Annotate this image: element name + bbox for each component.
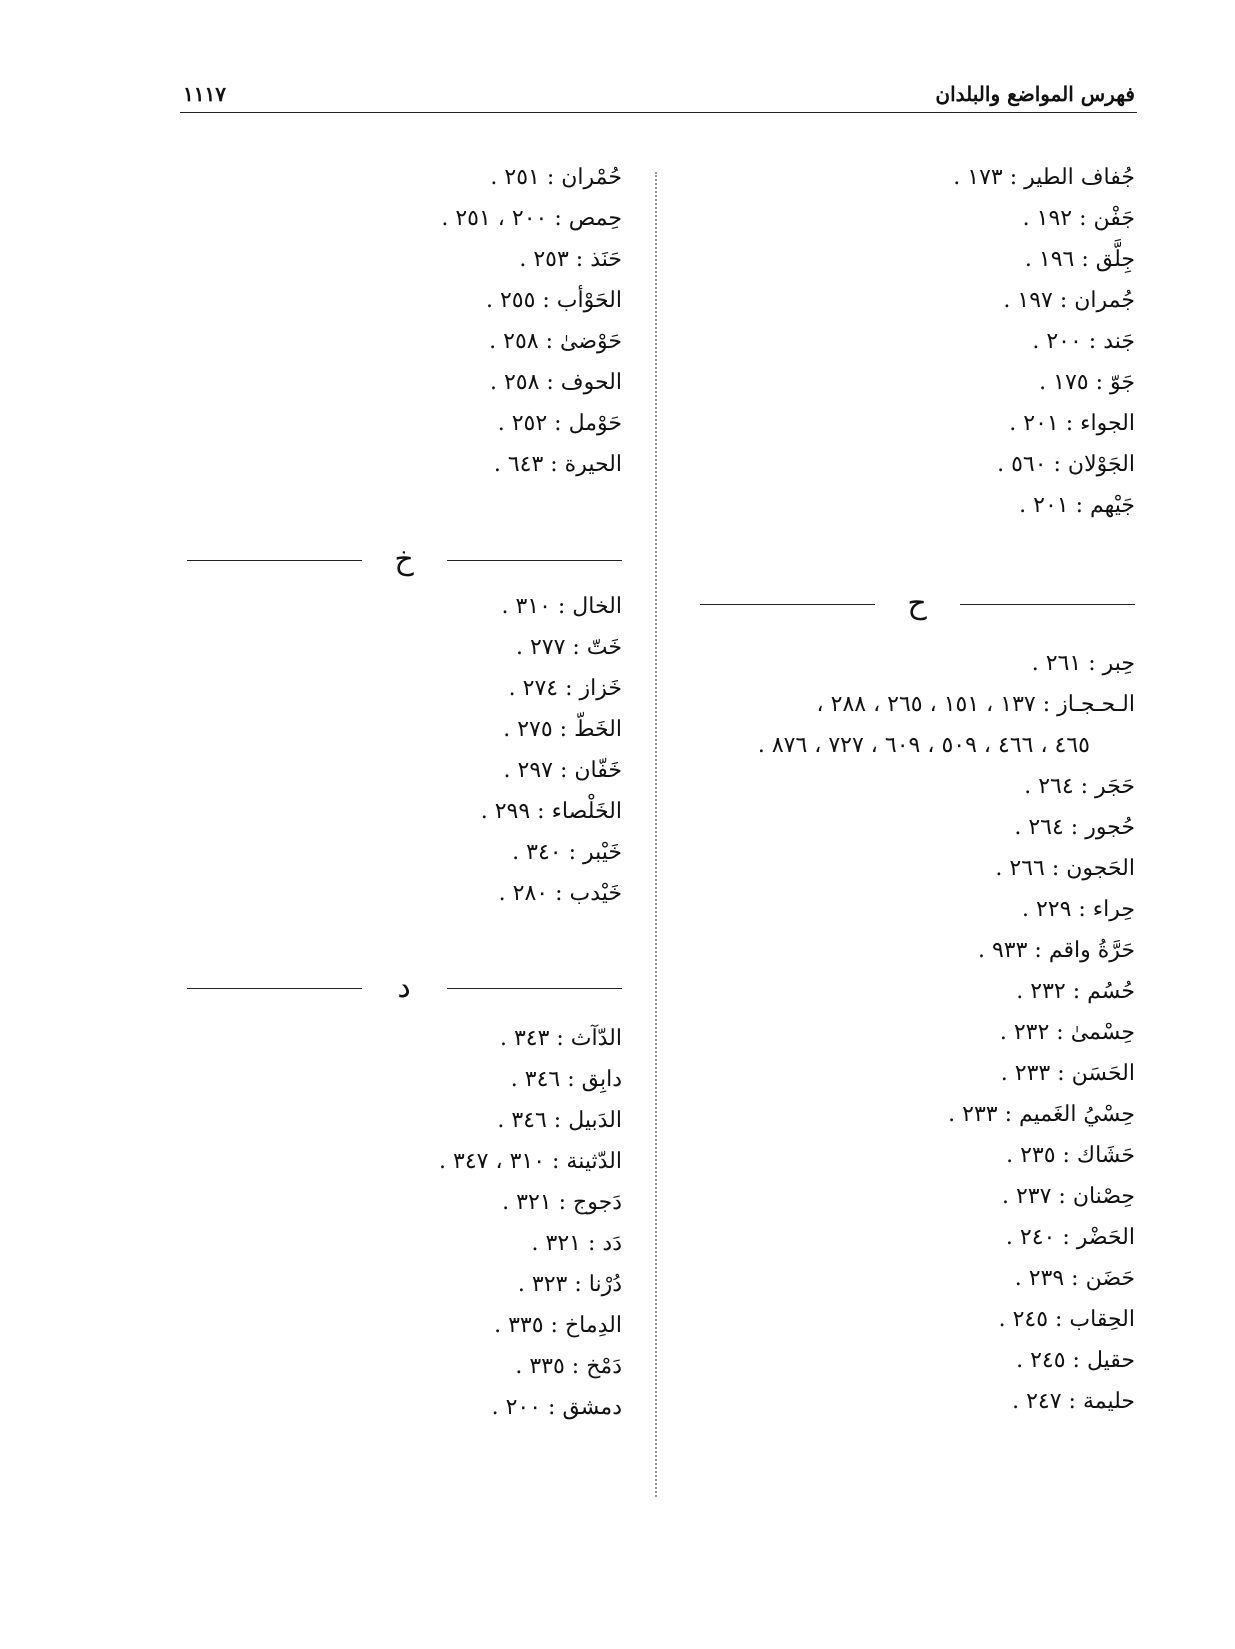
- index-entry: خَيْبر : ٣٤٠ .: [512, 840, 622, 865]
- section-rule: [187, 560, 362, 561]
- index-entry: الحَضْر : ٢٤٠ .: [1005, 1225, 1135, 1250]
- index-entry: حُمْران : ٢٥١ .: [490, 165, 622, 190]
- index-entry: حَوْضىٰ : ٢٥٨ .: [489, 329, 622, 354]
- index-entry: حَرَّةُ واقم : ٩٣٣ .: [977, 938, 1135, 963]
- index-entry: حِسْمىٰ : ٢٣٢ .: [999, 1020, 1135, 1045]
- index-entry: خَفّان : ٢٩٧ .: [503, 758, 622, 783]
- right-column: [695, 0, 1135, 1649]
- index-entry: الـحـجـاز : ١٣٧ ، ١٥١ ، ٢٦٥ ، ٢٨٨ ،: [816, 692, 1135, 717]
- section-rule: [447, 988, 622, 989]
- index-entry: جُفاف الطير : ١٧٣ .: [953, 165, 1135, 190]
- index-entry: دَمْخ : ٣٣٥ .: [515, 1354, 622, 1379]
- section-heading-kha: [182, 540, 622, 580]
- index-entry: الجواء : ٢٠١ .: [1009, 411, 1135, 436]
- index-entry: جَيْهم : ٢٠١ .: [1019, 493, 1135, 518]
- index-entry: الحَجون : ٢٦٦ .: [995, 856, 1135, 881]
- index-entry: جُمران : ١٩٧ .: [1003, 288, 1135, 313]
- index-entry: حَجَر : ٢٦٤ .: [1024, 774, 1135, 799]
- index-entry: حَنَذ : ٢٥٣ .: [519, 247, 622, 272]
- left-column: [182, 0, 622, 1649]
- index-entry: الحِقاب : ٢٤٥ .: [998, 1307, 1135, 1332]
- index-entry: حِراء : ٢٢٩ .: [1021, 897, 1135, 922]
- index-entry: حِمص : ٢٠٠ ، ٢٥١ .: [441, 206, 622, 231]
- section-rule: [187, 988, 362, 989]
- section-letter: د: [397, 970, 411, 1005]
- index-entry: الخَلْصاء : ٢٩٩ .: [480, 799, 622, 824]
- index-entry: الجَوْلان : ٥٦٠ .: [997, 452, 1135, 477]
- index-entry: الدَبيل : ٣٤٦ .: [497, 1108, 622, 1133]
- page-number: ١١١٧: [183, 82, 226, 106]
- section-heading-dal: [182, 968, 622, 1008]
- index-entry: حَوْمل : ٢٥٢ .: [497, 411, 622, 436]
- index-entry: جَند : ٢٠٠ .: [1032, 329, 1135, 354]
- index-entry: الحَوْأب : ٢٥٥ .: [485, 288, 622, 313]
- index-entry: خَتّ : ٢٧٧ .: [515, 635, 622, 660]
- section-letter: ح: [907, 586, 927, 621]
- index-entry: جَوّ : ١٧٥ .: [1039, 370, 1135, 395]
- section-rule: [447, 560, 622, 561]
- header-title: فهرس المواضع والبلدان: [935, 82, 1135, 106]
- index-entry: حُجور : ٢٦٤ .: [1014, 815, 1135, 840]
- section-letter: خ: [394, 542, 414, 577]
- index-entry: حِبر : ٢٦١ .: [1031, 651, 1135, 676]
- index-entry: دُرْنا : ٣٢٣ .: [517, 1272, 622, 1297]
- index-entry: حِصْنان : ٢٣٧ .: [1001, 1184, 1135, 1209]
- index-entry: الدّثينة : ٣١٠ ، ٣٤٧ .: [439, 1149, 622, 1174]
- index-entry: الحَسَن : ٢٣٣ .: [1000, 1061, 1135, 1086]
- index-entry: خَزاز : ٢٧٤ .: [508, 676, 622, 701]
- index-entry: جِلَّق : ١٩٦ .: [1024, 247, 1135, 272]
- index-entry: الخال : ٣١٠ .: [501, 594, 622, 619]
- index-entry: دمشق : ٢٠٠ .: [491, 1395, 622, 1420]
- section-rule: [700, 604, 875, 605]
- index-entry: الحيرة : ٦٤٣ .: [493, 452, 622, 477]
- index-entry: خَيْدب : ٢٨٠ .: [498, 881, 622, 906]
- index-entry-continuation: ٤٦٥ ، ٤٦٦ ، ٥٠٩ ، ٦٠٩ ، ٧٢٧ ، ٨٧٦ .: [757, 733, 1090, 758]
- index-entry: حليمة : ٢٤٧ .: [1012, 1389, 1135, 1414]
- index-entry: الحوف : ٢٥٨ .: [489, 370, 622, 395]
- index-entry: دابِق : ٣٤٦ .: [510, 1067, 622, 1092]
- index-entry: حقيل : ٢٤٥ .: [1016, 1348, 1135, 1373]
- index-entry: دَجوج : ٣٢١ .: [502, 1190, 622, 1215]
- index-entry: حِسْيُ الغَميم : ٢٣٣ .: [948, 1102, 1135, 1127]
- index-entry: الدّآث : ٣٤٣ .: [499, 1026, 622, 1051]
- index-entry: جَفْن : ١٩٢ .: [1022, 206, 1135, 231]
- index-entry: حَشَاك : ٢٣٥ .: [1006, 1143, 1135, 1168]
- section-rule: [960, 604, 1135, 605]
- index-entry: حُسُم : ٢٣٢ .: [1016, 979, 1135, 1004]
- index-entry: الخَطّ : ٢٧٥ .: [503, 717, 622, 742]
- index-entry: دَد : ٣٢١ .: [531, 1231, 622, 1256]
- index-entry: حَضَن : ٢٣٩ .: [1014, 1266, 1135, 1291]
- section-heading-ha: [695, 584, 1135, 624]
- column-divider: [655, 172, 657, 1497]
- index-entry: الدِماخ : ٣٣٥ .: [494, 1313, 622, 1338]
